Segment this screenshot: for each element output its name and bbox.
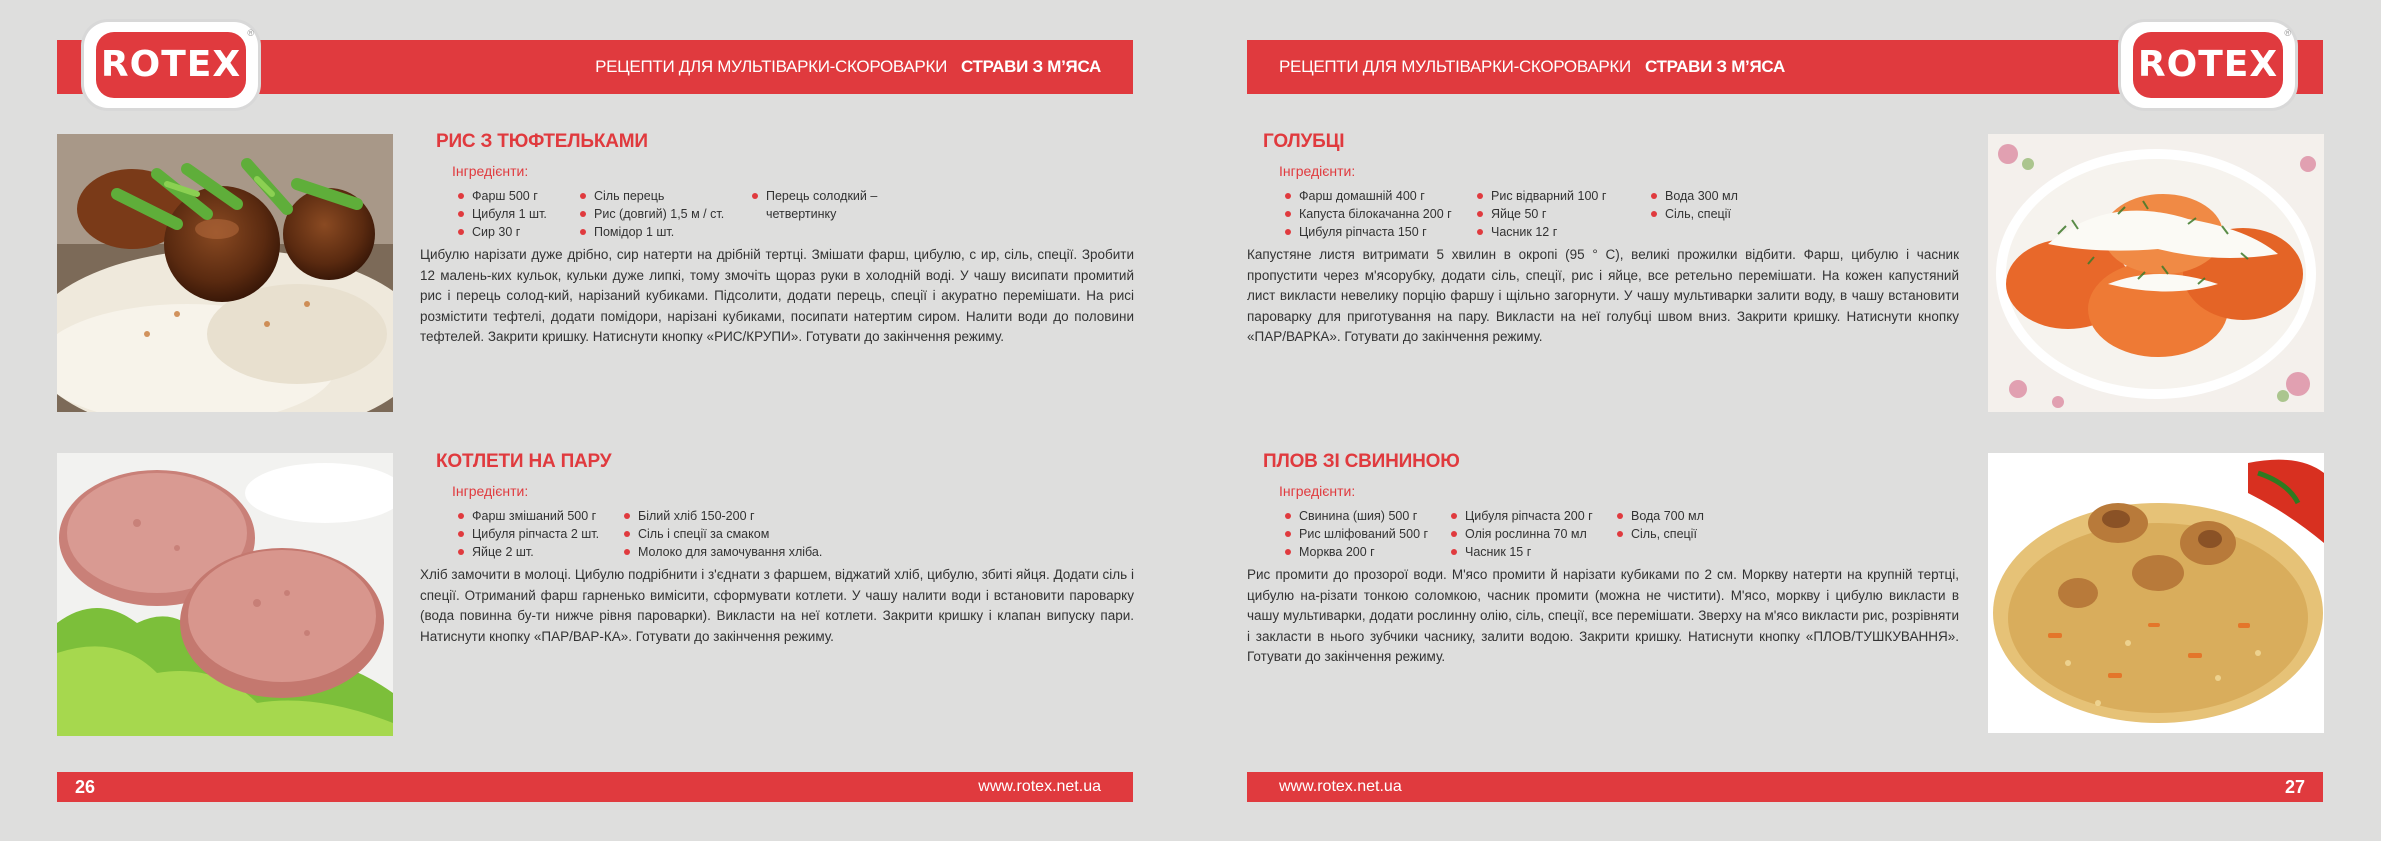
ingredient: Сіль перець <box>578 187 724 205</box>
pilaf-photo <box>1988 453 2324 733</box>
page-number: 27 <box>2284 777 2305 797</box>
cabbage-rolls-photo <box>1988 134 2324 412</box>
ingredients-list <box>1265 507 1959 565</box>
ingredient: Фарш змішаний 500 г <box>456 507 599 525</box>
ingredient: Морква 200 г <box>1283 543 1428 561</box>
logo-text: ROTEX <box>2133 32 2283 98</box>
header-section: СТРАВИ З М’ЯСА <box>1644 57 1785 76</box>
logo-text: ROTEX <box>96 32 246 98</box>
ingredient: Цибуля 1 шт. <box>456 205 547 223</box>
right-page <box>1191 0 2381 841</box>
footer-bar <box>57 772 1133 802</box>
ingredients-list <box>1265 187 1959 245</box>
recipe-cabbage-rolls <box>1247 131 1959 348</box>
ingredient: Яйце 2 шт. <box>456 543 599 561</box>
recipe-meatballs <box>420 131 1134 348</box>
ingredient: Рис шліфований 500 г <box>1283 525 1428 543</box>
footer-bar <box>1247 772 2323 802</box>
recipe-steamed-cutlets <box>420 451 1134 647</box>
rotex-logo <box>2121 22 2295 108</box>
ingredient: Олія рослинна 70 мл <box>1449 525 1593 543</box>
ingredient: Молоко для замочування хліба. <box>622 543 822 561</box>
ingredient: Рис (довгий) 1,5 м / ст. <box>578 205 724 223</box>
ingredient: Цибуля ріпчаста 150 г <box>1283 223 1452 241</box>
ingredient: Капуста білокачанна 200 г <box>1283 205 1452 223</box>
left-page <box>0 0 1190 841</box>
ingredient: Сіль і спеції за смаком <box>622 525 822 543</box>
ingredient: Вода 300 мл <box>1649 187 1738 205</box>
ingredient: Сіль, спеції <box>1615 525 1704 543</box>
ingredient: Білий хліб 150-200 г <box>622 507 822 525</box>
ingredient: Часник 12 г <box>1475 223 1606 241</box>
recipe-pilaf <box>1247 451 1959 668</box>
recipe-method: Цибулю нарізати дуже дрібно, сир натерти на дрібній тертці. Змішати фарш, цибулю, с ир, сіль, спеції. Зробити 12 малень-ких кульок, кульки дуже липкі, тому змочіть щораз руки в холодній воді. У чашу висипати промитий рис і перець солод-кий, нарізаний кубиками. Підсолити, додати перець, спеції і акуратно перемішати. На рисі розмістити тефтелі, додати помідори, нарізані кубиками, посипати натертим сиром. Налити води до половини тефтелей. Закрити кришку. Натиснути кнопку «РИС/КРУПИ». Готувати до закінчення режиму. <box>420 247 1134 344</box>
ingredient: Рис відварний 100 г <box>1475 187 1606 205</box>
header-text <box>1279 40 1785 94</box>
website-link[interactable]: www.rotex.net.ua <box>1279 778 1402 795</box>
registered-mark: ® <box>2284 28 2291 38</box>
ingredient: Фарш домашній 400 г <box>1283 187 1452 205</box>
recipe-title: ГОЛУБЦІ <box>1263 131 1345 152</box>
ingredients-label: Інгредієнти: <box>452 483 529 499</box>
ingredient: Свинина (шия) 500 г <box>1283 507 1428 525</box>
ingredient: Помідор 1 шт. <box>578 223 724 241</box>
recipe-method: Капустяне листя витримати 5 хвилин в окропі (95 ° С), великі прожилки відбити. Фарш, цибулю і часник пропустити через м'ясорубку, додати сіль, спеції, рис і яйце, все ретельно перемішати. На кожен капустяний лист викласти невелику порцію фаршу і щільно загорнути. У чашу мультиварки залити воду, в чашу встановити пароварку для приготування на пару. Викласти на неї голубці швом вниз. Закрити кришку. Натиснути кнопку «ПАР/ВАРКА». Готувати до закінчення режиму. <box>1247 247 1959 344</box>
ingredient: Яйце 50 г <box>1475 205 1606 223</box>
ingredients-list <box>438 187 1134 245</box>
registered-mark: ® <box>247 28 254 38</box>
ingredient: Вода 700 мл <box>1615 507 1704 525</box>
recipe-title: КОТЛЕТИ НА ПАРУ <box>436 451 612 472</box>
page-number: 26 <box>75 777 96 797</box>
ingredient: Сіль, спеції <box>1649 205 1738 223</box>
ingredient: Сир 30 г <box>456 223 547 241</box>
ingredients-list <box>438 507 1134 565</box>
meatballs-rice-photo <box>57 134 393 412</box>
recipe-title: ПЛОВ ЗІ СВИНИНОЮ <box>1263 451 1460 472</box>
header-series: РЕЦЕПТИ ДЛЯ МУЛЬТІВАРКИ-СКОРОВАРКИ <box>1279 57 1631 76</box>
header-text <box>595 40 1101 94</box>
recipe-title: РИС З ТЮФТЕЛЬКАМИ <box>436 131 648 152</box>
header-series: РЕЦЕПТИ ДЛЯ МУЛЬТІВАРКИ-СКОРОВАРКИ <box>595 57 947 76</box>
ingredients-label: Інгредієнти: <box>1279 163 1356 179</box>
ingredient: Цибуля ріпчаста 200 г <box>1449 507 1593 525</box>
ingredient: Фарш 500 г <box>456 187 547 205</box>
ingredients-label: Інгредієнти: <box>1279 483 1356 499</box>
website-link[interactable]: www.rotex.net.ua <box>978 778 1101 795</box>
ingredients-label: Інгредієнти: <box>452 163 529 179</box>
rotex-logo <box>84 22 258 108</box>
steamed-cutlets-photo <box>57 453 393 736</box>
recipe-method: Рис промити до прозорої води. М'ясо промити й нарізати кубиками по 2 см. Моркву натерти на крупній тертці, цибулю на-різати тонкою соломкою, часник промити (можна не чистити). М'ясо, моркву і цибулю викласти в чашу мультиварки, додати рослинну олію, сіль, спеції, все перемішати. Зверху на м'ясо викласти рис, розрівняти і закласти в нього зубчики часнику, залити водою. Закрити кришку. Натиснути кнопку «ПЛОВ/ТУШКУВАННЯ». Готувати до закінчення режиму. <box>1247 567 1959 664</box>
ingredient: Часник 15 г <box>1449 543 1593 561</box>
ingredient: Перець солодкий – <box>750 187 877 205</box>
header-section: СТРАВИ З М’ЯСА <box>961 57 1101 76</box>
ingredient: четвертинку <box>766 207 837 221</box>
ingredient: Цибуля ріпчаста 2 шт. <box>456 525 599 543</box>
recipe-method: Хліб замочити в молоці. Цибулю подрібнити і з'єднати з фаршем, віджатий хліб, цибулю, збиті яйця. Додати сіль і спеції. Отриманий фарш гарненько вимісити, сформувати котлети. У чашу налити води і встановити пароварку (вода повинна бу-ти нижче рівня пароварки). Викласти на неї котлети. Закрити кришку і клапан випуску пари. Натиснути кнопку «ПАР/ВАР-КА». Готувати до закінчення режиму. <box>420 567 1134 644</box>
